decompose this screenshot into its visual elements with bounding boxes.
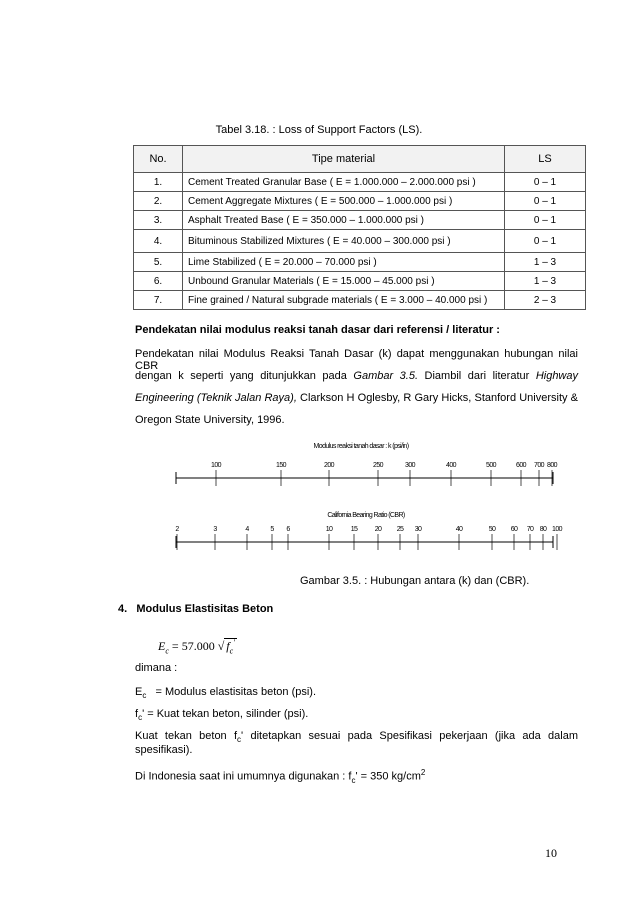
text-segment: Clarkson H Oglesby, R Gary Hicks, Stanford University & [300, 392, 578, 404]
ec-sub: c [142, 691, 147, 701]
top-scale-tick-label: 200 [324, 462, 334, 469]
bottom-scale-tick-label: 80 [539, 526, 547, 533]
formula-lhs-sub: c [165, 646, 169, 656]
concrete-modulus-formula [158, 638, 237, 655]
cell-material: Cement Aggregate Mixtures ( E = 500.000 – 1.000.000 psi ) [183, 192, 505, 211]
cell-material: Fine grained / Natural subgrade materials ( E = 3.000 – 40.000 psi ) [183, 291, 505, 310]
radicand-sup: ' [233, 638, 235, 647]
table-row [134, 173, 586, 192]
table-row [134, 192, 586, 211]
radicand-sub: c [229, 646, 234, 656]
header-tipe-material: Tipe material [183, 146, 505, 173]
top-scale-tick-label: 700 [534, 462, 544, 469]
book-title: Engineering (Teknik Jalan Raya), [135, 392, 297, 404]
bottom-scale-title: California Bearing Ratio (CBR) [327, 512, 405, 519]
section-title: Modulus Elastisitas Beton [136, 603, 274, 615]
table-row [134, 230, 586, 253]
kuat-tekan-line-2: spesifikasi). [135, 744, 193, 756]
cell-no: 5. [134, 253, 183, 272]
paragraph-line-4: Oregon State University, 1996. [135, 414, 285, 426]
bottom-scale-tick-label: 70 [526, 526, 534, 533]
top-scale-tick-label: 150 [276, 462, 286, 469]
table-caption: Tabel 3.18. : Loss of Support Factors (LS). [215, 124, 423, 136]
bottom-scale-tick-label: 20 [374, 526, 382, 533]
bottom-scale-tick-label: 25 [396, 526, 404, 533]
bottom-scale-tick-label: 3 [213, 526, 217, 533]
table-row [134, 291, 586, 310]
fc-sub: c [138, 713, 143, 723]
bottom-scale-tick-label: 2 [175, 526, 179, 533]
bottom-scale-tick-label: 40 [455, 526, 463, 533]
bottom-scale-tick-label: 50 [488, 526, 496, 533]
dimana-label: dimana : [135, 662, 178, 674]
top-scale-tick-label: 500 [486, 462, 496, 469]
table-row [134, 272, 586, 291]
text-segment: Di Indonesia saat ini umumnya digunakan : f [135, 770, 352, 783]
fc-definition [135, 708, 308, 722]
text-segment: seperti yang ditunjukkan pada [190, 370, 347, 382]
cell-material: Lime Stabilized ( E = 20.000 – 70.000 psi ) [183, 253, 505, 272]
paragraph-line-1: Pendekatan nilai Modulus Reaksi Tanah Dasar (k) dapat menggunakan hubungan nilai CBR [135, 348, 578, 372]
top-scale-tick-label: 100 [211, 462, 221, 469]
k-cbr-nomograph [0, 430, 638, 560]
cell-no: 4. [134, 230, 183, 253]
text-segment: Kuat tekan beton f [135, 730, 238, 742]
cell-ls: 0 – 1 [505, 230, 586, 253]
text-segment: Highway [535, 370, 578, 382]
bottom-scale-tick-label: 100 [552, 526, 562, 533]
bottom-scale-tick-label: 6 [286, 526, 290, 533]
bottom-scale-tick-label: 5 [270, 526, 274, 533]
cell-material: Asphalt Treated Base ( E = 350.000 – 1.000.000 psi ) [183, 211, 505, 230]
text-segment: k [178, 370, 184, 382]
top-scale-title: Modulus reaksi tanah dasar : k (psi/in) [313, 443, 409, 450]
loss-of-support-table [133, 145, 586, 310]
formula-coefficient: 57.000 [181, 639, 215, 653]
kuat-tekan-line-1 [135, 730, 578, 744]
ec-symbol: E [135, 686, 143, 698]
text-subscript: c [237, 735, 242, 745]
section-heading: Pendekatan nilai modulus reaksi tanah dasar dari referensi / literatur : [135, 324, 500, 336]
radicand-symbol: f [226, 639, 230, 653]
cell-no: 6. [134, 272, 183, 291]
top-scale-tick-label: 300 [405, 462, 415, 469]
cell-material: Cement Treated Granular Base ( E = 1.000.000 – 2.000.000 psi ) [183, 173, 505, 192]
section-4-heading [118, 603, 273, 615]
cell-no: 2. [134, 192, 183, 211]
text-segment: dengan [135, 370, 172, 382]
text-segment: ' = 350 kg/cm [355, 770, 421, 783]
formula-equals: = [171, 639, 179, 653]
header-ls: LS [505, 146, 586, 173]
paragraph-line-3 [135, 392, 578, 404]
figure-reference: Gambar 3.5. [353, 370, 418, 382]
ec-definition [135, 686, 316, 700]
top-scale [176, 462, 558, 486]
bottom-scale-tick-label: 30 [414, 526, 422, 533]
formula-lhs: E [158, 639, 166, 653]
cell-material: Bituminous Stabilized Mixtures ( E = 40.000 – 300.000 psi ) [183, 230, 505, 253]
cell-no: 7. [134, 291, 183, 310]
paragraph-line-2 [135, 370, 578, 382]
bottom-scale-tick-label: 60 [510, 526, 518, 533]
top-scale-tick-label: 800 [547, 462, 557, 469]
figure-caption: Gambar 3.5. : Hubungan antara (k) dan (CBR). [300, 575, 530, 587]
text-segment: Diambil dari literatur [424, 370, 530, 382]
section-number: 4. [118, 603, 128, 615]
cell-ls: 0 – 1 [505, 192, 586, 211]
top-scale-tick-label: 600 [516, 462, 526, 469]
cell-ls: 1 – 3 [505, 272, 586, 291]
bottom-scale-tick-label: 4 [245, 526, 249, 533]
top-scale-tick-label: 250 [373, 462, 383, 469]
indonesia-fc-value [135, 768, 578, 785]
table-row [134, 211, 586, 230]
fc-text: ' = Kuat tekan beton, silinder (psi). [142, 708, 309, 720]
bottom-scale-tick-label: 15 [350, 526, 358, 533]
formula-radicand [224, 638, 237, 656]
fc-symbol: f [135, 708, 139, 720]
bottom-scale [175, 526, 562, 550]
cell-ls: 2 – 3 [505, 291, 586, 310]
ec-text: = Modulus elastisitas beton (psi). [155, 686, 317, 698]
page-number: 10 [545, 846, 557, 860]
cell-ls: 0 – 1 [505, 211, 586, 230]
text-subscript: c [351, 775, 356, 785]
bottom-scale-tick-label: 10 [325, 526, 333, 533]
table-header-row [134, 146, 586, 173]
top-scale-tick-label: 400 [446, 462, 456, 469]
cell-material: Unbound Granular Materials ( E = 15.000 – 45.000 psi ) [183, 272, 505, 291]
cell-ls: 0 – 1 [505, 173, 586, 192]
table-row [134, 253, 586, 272]
cell-no: 3. [134, 211, 183, 230]
header-no: No. [134, 146, 183, 173]
sqrt-sign-icon: √ [217, 639, 225, 653]
text-segment: ' ditetapkan sesuai pada Spesifikasi pekerjaan (jika ada dalam [241, 730, 578, 742]
cell-ls: 1 – 3 [505, 253, 586, 272]
cell-no: 1. [134, 173, 183, 192]
text-superscript: 2 [420, 768, 426, 777]
